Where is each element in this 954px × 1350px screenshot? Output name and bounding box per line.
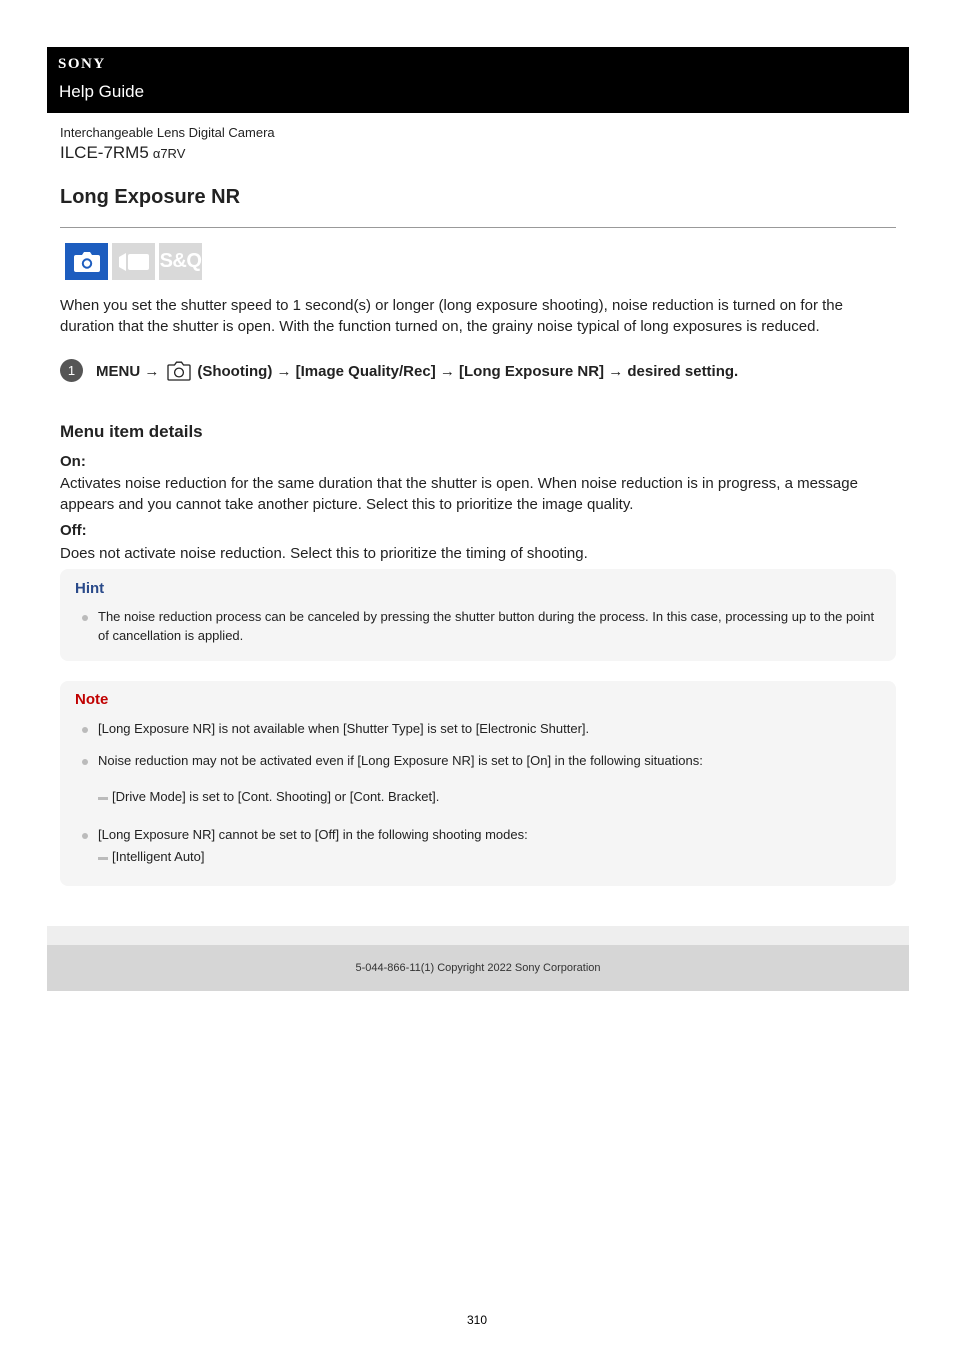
- model-name: [60, 143, 185, 163]
- term-off: Off:: [60, 522, 87, 539]
- model-number: ILCE-7RM5: [60, 143, 149, 162]
- page-title: Long Exposure NR: [60, 186, 241, 208]
- title-divider: [60, 227, 896, 228]
- desc-off: Does not activate noise reduction. Select this to prioritize the timing of shooting.: [60, 545, 588, 562]
- bullet-icon: [82, 615, 88, 621]
- step-path-text: (Shooting) → [Image Quality/Rec] → [Long Exposure NR] → desired setting.: [197, 362, 739, 380]
- bullet-icon: [82, 727, 88, 733]
- dash-icon: [98, 857, 108, 860]
- bullet-icon: [82, 833, 88, 839]
- step-menu-text: MENU →: [96, 362, 160, 380]
- step-1: [60, 356, 900, 382]
- note-subitem: [Intelligent Auto]: [112, 849, 205, 864]
- movie-mode-icon: [112, 243, 155, 280]
- shooting-camera-icon: [167, 361, 191, 385]
- footer-spacer: [47, 926, 909, 945]
- menu-details-title: Menu item details: [60, 422, 203, 441]
- model-alt-name: α7RV: [152, 146, 186, 161]
- hint-item: The noise reduction process can be canceled by pressing the shutter button during the process. In this case, processing up to the point of cancellation is applied.: [98, 609, 875, 643]
- intro-text: When you set the shutter speed to 1 second(s) or longer (long exposure shooting), noise reduction is turned on for the duration that the shutter is open. With the function turned on, the grainy noise typical of long exposures is reduced.: [60, 297, 843, 335]
- note-item: Noise reduction may not be activated even if [Long Exposure NR] is set to [On] in the following situations:: [98, 753, 703, 768]
- help-guide-title: Help Guide: [59, 82, 145, 101]
- step-instruction: [96, 359, 738, 383]
- mode-icons: [65, 243, 202, 280]
- sony-logo: SONY: [58, 56, 106, 72]
- note-item: [Long Exposure NR] is not available when [Shutter Type] is set to [Electronic Shutter].: [98, 721, 590, 736]
- desc-on: Activates noise reduction for the same duration that the shutter is open. When noise reduction is in progress, a message appears and you cannot take another picture. Select this to prioritize the image quality.: [60, 475, 858, 513]
- note-box: [60, 681, 896, 886]
- sq-mode-icon: S&Q: [159, 243, 202, 280]
- bullet-icon: [82, 759, 88, 765]
- dash-icon: [98, 797, 108, 800]
- note-title: Note: [75, 691, 109, 708]
- photo-mode-icon: [65, 243, 108, 280]
- page-number: 310: [466, 1313, 488, 1327]
- header-bar: [47, 47, 909, 113]
- copyright-text: 5-044-866-11(1) Copyright 2022 Sony Corporation: [355, 962, 601, 974]
- note-subitem: [Drive Mode] is set to [Cont. Shooting] or [Cont. Bracket].: [112, 789, 440, 804]
- step-number: 1: [60, 359, 83, 382]
- term-on: On:: [60, 453, 86, 470]
- product-type: Interchangeable Lens Digital Camera: [60, 125, 275, 140]
- hint-box: [60, 569, 896, 661]
- note-item: [Long Exposure NR] cannot be set to [Off] in the following shooting modes:: [98, 827, 528, 842]
- hint-title: Hint: [75, 580, 105, 597]
- footer: [47, 945, 909, 991]
